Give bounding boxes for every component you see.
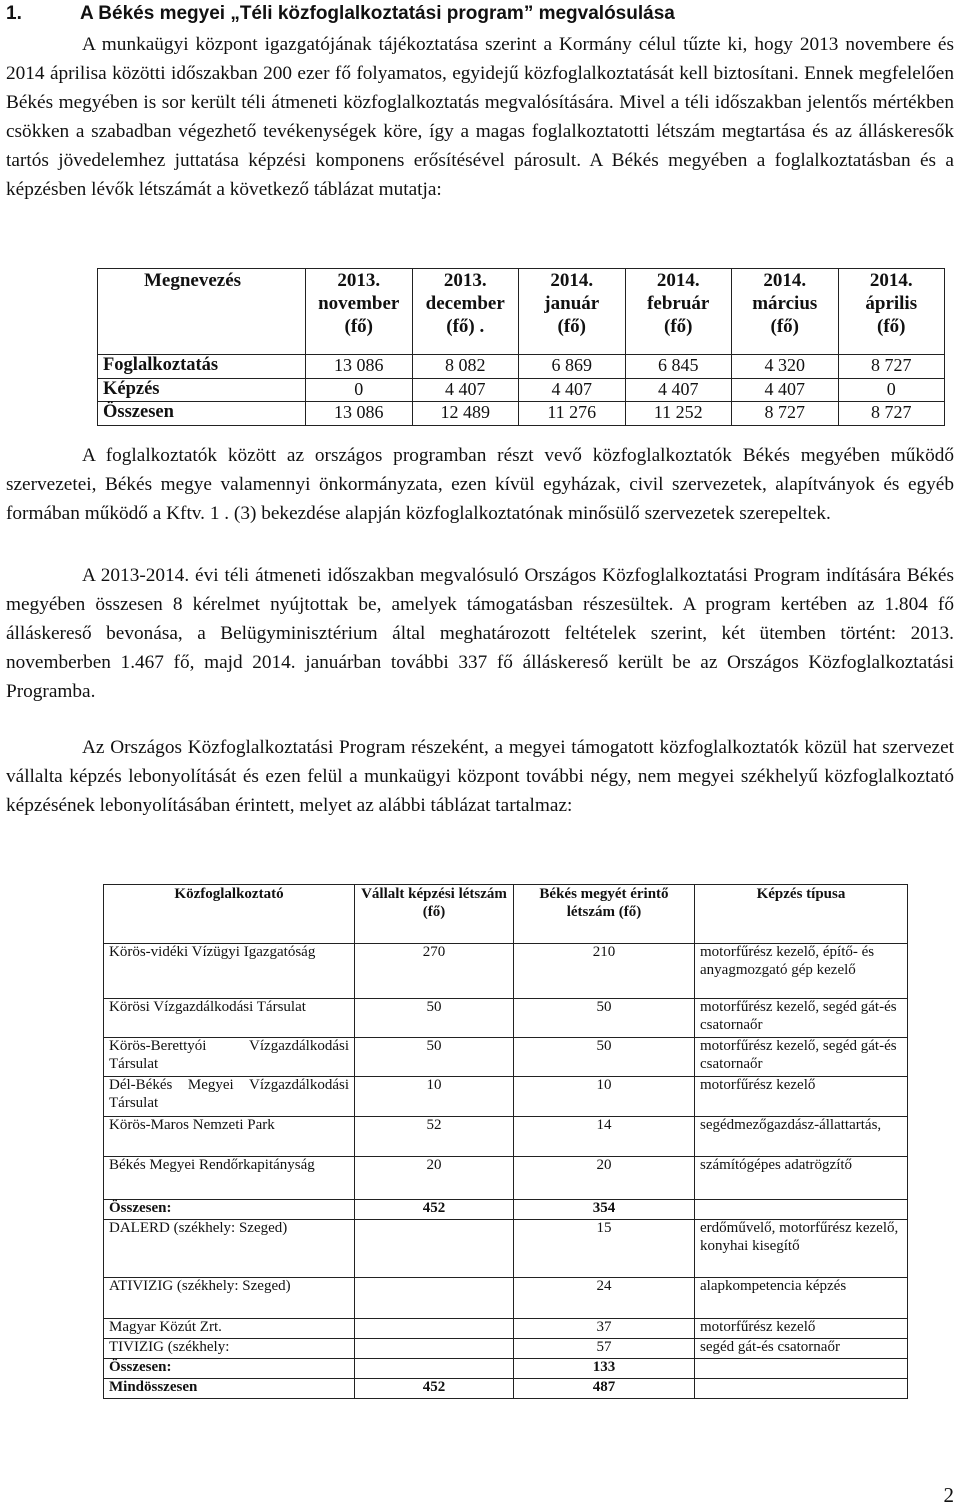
table-row xyxy=(104,1038,908,1077)
training-type: motorfűrész kezelő xyxy=(695,1318,908,1338)
column-header: Képzés típusa xyxy=(695,885,908,944)
section-title: A Békés megyei „Téli közfoglalkoztatási program” megvalósulása xyxy=(80,3,675,24)
committed-count xyxy=(355,1318,514,1338)
table-row xyxy=(104,1278,908,1318)
employer-name: Békés Megyei Rendőrkapitányság xyxy=(104,1156,355,1199)
committed-count: 20 xyxy=(355,1156,514,1199)
committed-count: 52 xyxy=(355,1116,514,1156)
training-type: számítógépes adatrögzítő xyxy=(695,1156,908,1199)
committed-count: 50 xyxy=(355,1038,514,1077)
employment-training-table xyxy=(97,268,945,426)
table-cell: 8 082 xyxy=(412,355,519,379)
table-row xyxy=(104,944,908,999)
table-cell: 12 489 xyxy=(412,402,519,426)
committed-count: 452 xyxy=(355,1378,514,1398)
training-type: motorfűrész kezelő, segéd gát-és csatornaőr xyxy=(695,1038,908,1077)
column-header: 2013. december (fő) . xyxy=(412,269,519,355)
employer-name: Körös-Maros Nemzeti Park xyxy=(104,1116,355,1156)
training-type: motorfűrész kezelő xyxy=(695,1077,908,1116)
table-cell: 13 086 xyxy=(306,402,413,426)
section-number: 1. xyxy=(6,3,22,24)
paragraph-intro: A munkaügyi központ igazgatójának tájékoztatása szerint a Kormány célul tűzte ki, hogy 2013 novembere és 2014 áprilisa közötti időszakban 200 ezer fő folyamatos, egyidejű közfoglalkoztatását kell biztosítani. Ennek megfelelően Békés megyében is sor került téli átmeneti közfoglalkoztatás megvalósítására. Mivel a téli időszakban jelentős mértékben csökken a szabadban végezhető tevékenységek köre, így a magas foglalkoztatotti létszám megtartása és az álláskeresők tartós jövedelemhez juttatása képzési komponens erősítésével párosult. A Békés megyében a foglalkoztatásban és a képzésben lévők létszámát a következő táblázat mutatja: xyxy=(6,34,954,200)
employer-name: Magyar Közút Zrt. xyxy=(104,1318,355,1338)
table-cell: 6 845 xyxy=(625,355,732,379)
affected-count: 14 xyxy=(514,1116,695,1156)
table-row xyxy=(104,1116,908,1156)
column-header: 2014. április (fő) xyxy=(838,269,945,355)
table-row xyxy=(98,402,945,426)
committed-count: 452 xyxy=(355,1200,514,1220)
committed-count xyxy=(355,1220,514,1278)
table-row xyxy=(104,999,908,1038)
employer-name: DALERD (székhely: Szeged) xyxy=(104,1220,355,1278)
table-cell: 13 086 xyxy=(306,355,413,379)
employer-name: ATIVIZIG (székhely: Szeged) xyxy=(104,1278,355,1318)
affected-count: 37 xyxy=(514,1318,695,1338)
column-header: 2013. november (fő) xyxy=(306,269,413,355)
table-row-total xyxy=(104,1200,908,1220)
table-cell: 11 276 xyxy=(519,402,626,426)
employer-name: Dél-Békés Megyei Vízgazdálkodási Társulat xyxy=(104,1077,355,1116)
committed-count xyxy=(355,1338,514,1358)
committed-count xyxy=(355,1358,514,1378)
table-cell: 8 727 xyxy=(838,355,945,379)
affected-count: 57 xyxy=(514,1338,695,1358)
total-label: Összesen: xyxy=(104,1200,355,1220)
employer-name: TIVIZIG (székhely: xyxy=(104,1338,355,1358)
training-type: alapkompetencia képzés xyxy=(695,1278,908,1318)
training-type: segéd gát-és csatornaőr xyxy=(695,1338,908,1358)
table-row xyxy=(104,1077,908,1116)
employer-name: Körösi Vízgazdálkodási Társulat xyxy=(104,999,355,1038)
row-label: Összesen xyxy=(98,402,306,426)
table-cell: 11 252 xyxy=(625,402,732,426)
training-type: motorfűrész kezelő, építő- és anyagmozgató gép kezelő xyxy=(695,944,908,999)
affected-count: 50 xyxy=(514,999,695,1038)
affected-count: 133 xyxy=(514,1358,695,1378)
table-cell: 8 727 xyxy=(732,402,839,426)
column-header: Békés megyét érintő létszám (fő) xyxy=(514,885,695,944)
table-row-total xyxy=(104,1358,908,1378)
training-type xyxy=(695,1200,908,1220)
grand-total-label: Mindösszesen xyxy=(104,1378,355,1398)
affected-count: 50 xyxy=(514,1038,695,1077)
affected-count: 487 xyxy=(514,1378,695,1398)
row-label: Képzés xyxy=(98,378,306,402)
table-header-row xyxy=(104,885,908,944)
table-cell: 0 xyxy=(306,378,413,402)
table-cell: 4 407 xyxy=(732,378,839,402)
column-header: 2014. március (fő) xyxy=(732,269,839,355)
employer-name: Körös-vidéki Vízügyi Igazgatóság xyxy=(104,944,355,999)
column-header-label: Megnevezés xyxy=(98,269,306,355)
training-type: erdőművelő, motorfűrész kezelő, konyhai kisegítő xyxy=(695,1220,908,1278)
affected-count: 24 xyxy=(514,1278,695,1318)
employer-name: Körös-Berettyói Vízgazdálkodási Társulat xyxy=(104,1038,355,1077)
training-organizations-table xyxy=(103,884,908,1399)
committed-count: 10 xyxy=(355,1077,514,1116)
paragraph-program: A 2013-2014. évi téli átmeneti időszakban megvalósuló Országos Közfoglalkoztatási Program indítására Békés megyében összesen 8 kérelmet nyújtottak be, amelyek támogatásban részesültek. A program kertében az 1.804 fő álláskereső bevonása, a Belügyminisztérium által meghatározott feltételek szerint, két ütemben történt: 2013. novemberben 1.467 fő, majd 2014. januárban további 337 fő álláskereső került be az Országos Közfoglalkoztatási Programba. xyxy=(6,565,954,702)
row-label: Foglalkoztatás xyxy=(98,355,306,379)
affected-count: 354 xyxy=(514,1200,695,1220)
affected-count: 10 xyxy=(514,1077,695,1116)
table-row xyxy=(98,355,945,379)
table-cell: 6 869 xyxy=(519,355,626,379)
column-header: Közfoglalkoztató xyxy=(104,885,355,944)
table-cell: 4 320 xyxy=(732,355,839,379)
table-row xyxy=(104,1156,908,1199)
paragraph-employers: A foglalkoztatók között az országos programban részt vevő közfoglalkoztatók Békés megyében működő szervezetei, Békés megye valamennyi önkormányzata, ezen kívül egyházak, civil szervezetek, alapítványok és egyéb formában működő a Kftv. 1 . (3) bekezdése alapján közfoglalkoztatónak minősülő szervezetek szerepeltek. xyxy=(6,445,954,524)
affected-count: 210 xyxy=(514,944,695,999)
table-row xyxy=(104,1220,908,1278)
table-header-row xyxy=(98,269,945,355)
section-heading xyxy=(6,2,956,26)
training-type: motorfűrész kezelő, segéd gát-és csatornaőr xyxy=(695,999,908,1038)
committed-count xyxy=(355,1278,514,1318)
table-row xyxy=(98,378,945,402)
table-row xyxy=(104,1338,908,1358)
affected-count: 15 xyxy=(514,1220,695,1278)
page-number: 2 xyxy=(943,1483,954,1507)
table-row xyxy=(104,1318,908,1338)
table-cell: 4 407 xyxy=(625,378,732,402)
column-header: 2014. január (fő) xyxy=(519,269,626,355)
training-type: segédmezőgazdász-állattartás, xyxy=(695,1116,908,1156)
column-header: 2014. február (fő) xyxy=(625,269,732,355)
column-header: Vállalt képzési létszám (fő) xyxy=(355,885,514,944)
training-type xyxy=(695,1378,908,1398)
table-cell: 8 727 xyxy=(838,402,945,426)
table-row-grand-total xyxy=(104,1378,908,1398)
committed-count: 270 xyxy=(355,944,514,999)
table-cell: 4 407 xyxy=(412,378,519,402)
committed-count: 50 xyxy=(355,999,514,1038)
table-cell: 0 xyxy=(838,378,945,402)
total-label: Összesen: xyxy=(104,1358,355,1378)
training-type xyxy=(695,1358,908,1378)
paragraph-training: Az Országos Közfoglalkoztatási Program részeként, a megyei támogatott közfoglalkoztatók közül hat szervezet vállalta képzés lebonyolítását és ezen felül a munkaügyi központ további négy, nem megyei székhelyű közfoglalkoztató képzésének lebonyolításában érintett, melyet az alábbi táblázat tartalmaz: xyxy=(6,737,954,816)
table-cell: 4 407 xyxy=(519,378,626,402)
affected-count: 20 xyxy=(514,1156,695,1199)
